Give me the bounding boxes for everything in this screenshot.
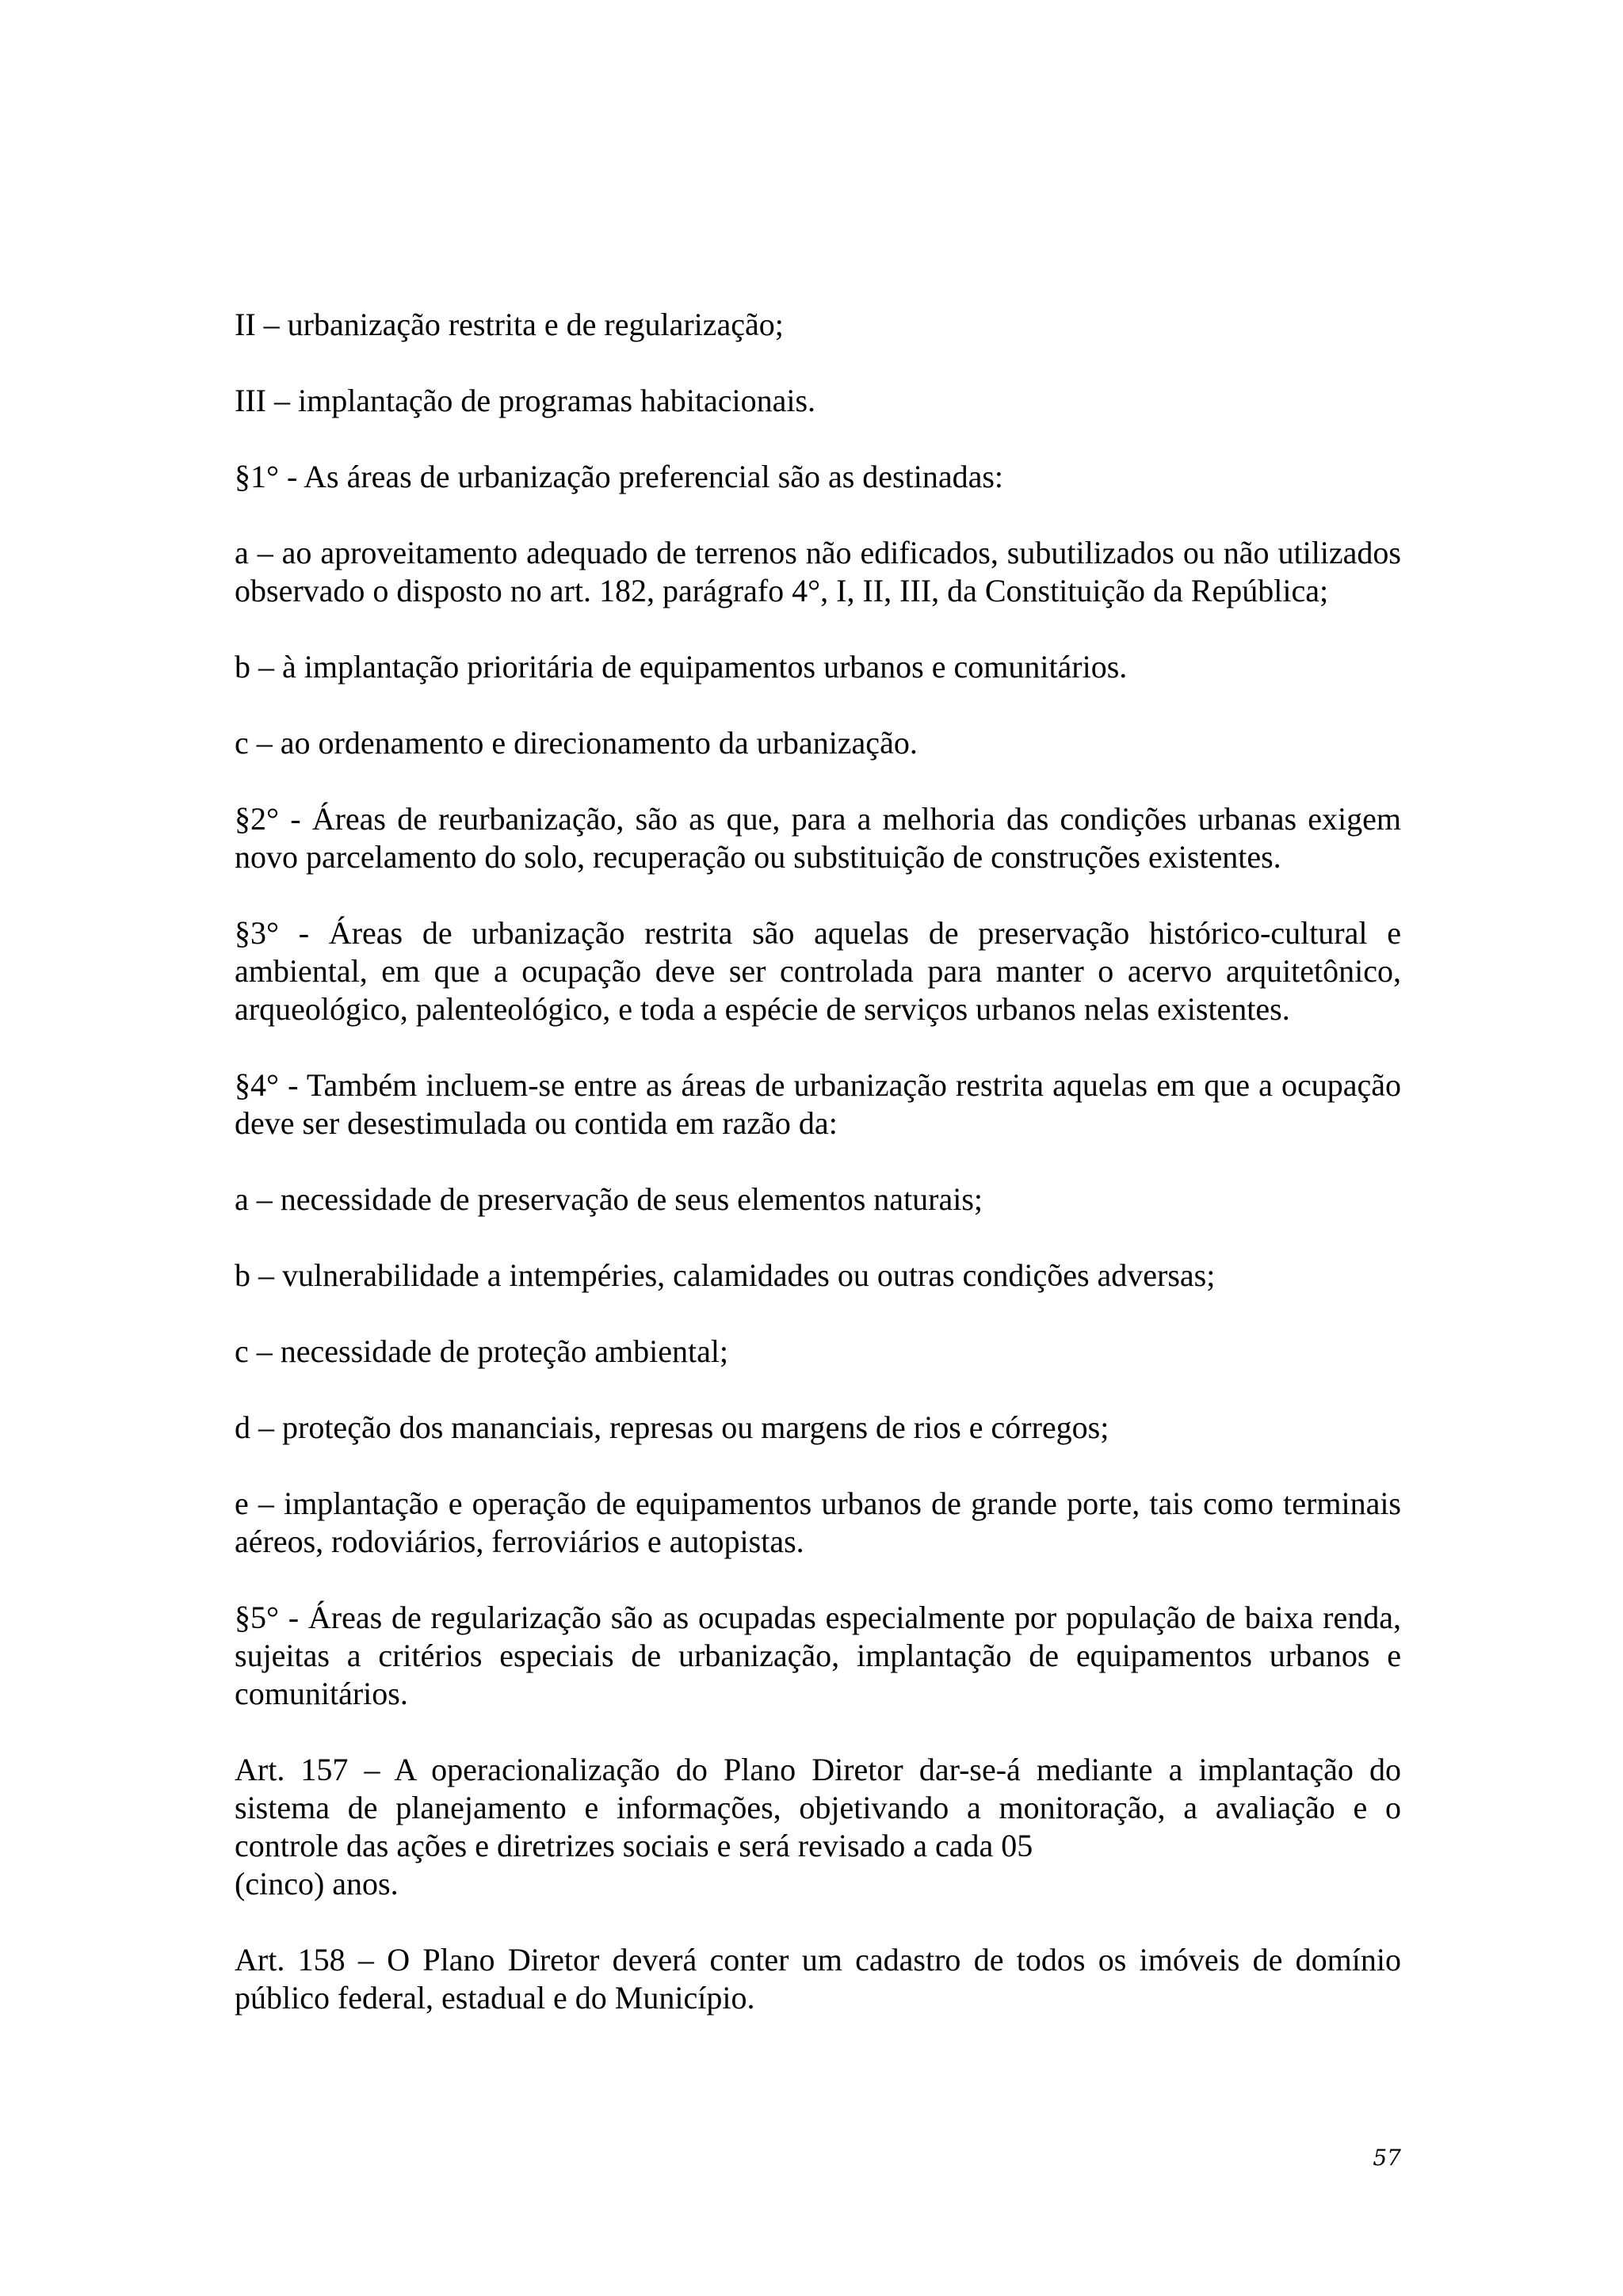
page-number: 57	[1373, 2145, 1401, 2171]
paragraph-item-iii: III – implantação de programas habitacionais.	[235, 383, 816, 418]
paragraph-item-1b: b – à implantação prioritária de equipamentos urbanos e comunitários.	[235, 649, 1128, 685]
paragraph-item-4e: e – implantação e operação de equipamentos urbanos de grande porte, tais como terminais aéreos, rodoviários, ferroviários e autopistas.	[235, 1486, 1401, 1559]
paragraph-item-4a: a – necessidade de preservação de seus elementos naturais;	[235, 1181, 983, 1217]
paragraph-section-5: §5° - Áreas de regularização são as ocupadas especialmente por população de baixa renda, sujeitas a critérios especiais de urbanização, implantação de equipamentos urbanos e comunitários.	[235, 1600, 1401, 1711]
paragraph-article-158: Art. 158 – O Plano Diretor deverá conter um cadastro de todos os imóveis de domínio público federal, estadual e do Município.	[235, 1942, 1401, 2016]
paragraph-section-2: §2° - Áreas de reurbanização, são as que, para a melhoria das condições urbanas exigem novo parcelamento do solo, recuperação ou substituição de construções existentes.	[235, 801, 1401, 875]
paragraph-item-4d: d – proteção dos mananciais, represas ou margens de rios e córregos;	[235, 1409, 1109, 1445]
paragraph-article-157	[235, 1751, 1401, 1903]
article-157-last-line: (cinco) anos.	[235, 1866, 399, 1901]
article-157-text: Art. 157 – A operacionalização do Plano Diretor dar-se-á mediante a implantação do sistema de planejamento e informações, objetivando a monitoração, a avaliação e o controle das ações e diretrizes sociais e será revisado a cada 05	[235, 1752, 1401, 1863]
document-body	[235, 306, 1401, 2055]
paragraph-item-1c: c – ao ordenamento e direcionamento da urbanização.	[235, 725, 918, 761]
paragraph-section-3: §3° - Áreas de urbanização restrita são aquelas de preservação histórico-cultural e ambiental, em que a ocupação deve ser controlada para manter o acervo arquitetônico, arqueológico, palenteológico, e toda a espécie de serviços urbanos nelas existentes.	[235, 915, 1401, 1027]
paragraph-section-1: §1° - As áreas de urbanização preferencial são as destinadas:	[235, 459, 1003, 494]
paragraph-item-1a: a – ao aproveitamento adequado de terrenos não edificados, subutilizados ou não utilizados observado o disposto no art. 182, parágrafo 4°, I, II, III, da Constituição da República;	[235, 535, 1401, 608]
paragraph-section-4: §4° - Também incluem-se entre as áreas de urbanização restrita aquelas em que a ocupação deve ser desestimulada ou contida em razão da:	[235, 1067, 1401, 1141]
paragraph-item-ii: II – urbanização restrita e de regularização;	[235, 307, 784, 342]
paragraph-item-4b: b – vulnerabilidade a intempéries, calamidades ou outras condições adversas;	[235, 1257, 1216, 1293]
paragraph-item-4c: c – necessidade de proteção ambiental;	[235, 1333, 729, 1369]
